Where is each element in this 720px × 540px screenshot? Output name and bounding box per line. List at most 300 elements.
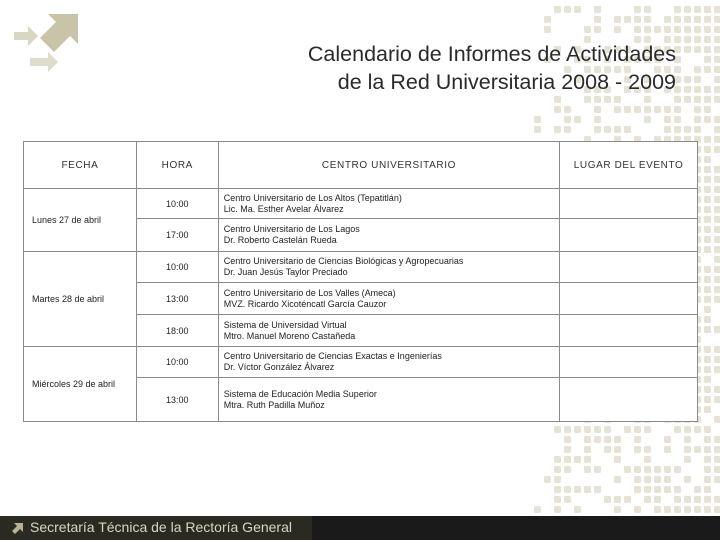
decor-dot [554,476,561,483]
decor-dot [644,496,651,503]
decor-dot [704,296,711,303]
decor-dot [714,166,720,173]
decor-dot [554,126,561,133]
lugar-cell [560,315,698,347]
decor-dot [704,306,711,313]
decor-dot [644,476,651,483]
decor-dot [644,16,651,23]
decor-dot [694,506,701,513]
table-row [24,189,698,219]
decor-dot [614,496,621,503]
decor-dot [634,16,641,23]
decor-dot [564,6,571,13]
title-line-2: de la Red Universitaria 2008 - 2009 [337,70,676,94]
centro-responsable: Dr. Roberto Castelán Rueda [223,235,337,245]
decor-dot [594,466,601,473]
decor-dot [704,366,711,373]
decor-dot [714,36,720,43]
decor-dot [574,6,581,13]
decor-dot [654,26,661,33]
decor-dot [694,46,701,53]
decor-dot [704,396,711,403]
decor-dot [684,506,691,513]
footer-text: Secretaría Técnica de la Rectoría General [30,519,292,535]
decor-dot [704,116,711,123]
decor-dot [564,106,571,113]
decor-dot [594,106,601,113]
decor-dot [614,476,621,483]
decor-dot [714,496,720,503]
decor-dot [714,286,720,293]
decor-dot [704,446,711,453]
hora-cell: 17:00 [136,219,218,252]
decor-dot [714,346,720,353]
decor-dot [554,96,561,103]
decor-dot [614,26,621,33]
decor-dot [704,226,711,233]
decor-dot [644,456,651,463]
decor-dot [714,26,720,33]
decor-dot [714,456,720,463]
decor-dot [674,126,681,133]
decor-dot [644,106,651,113]
decor-dot [674,116,681,123]
decor-dot [534,126,541,133]
decor-dot [634,476,641,483]
decor-dot [714,246,720,253]
decor-dot [714,146,720,153]
decor-dot [604,496,611,503]
decor-dot [714,86,720,93]
decor-dot [644,426,651,433]
decor-dot [714,216,720,223]
decor-dot [704,476,711,483]
decor-dot [714,396,720,403]
decor-dot [684,6,691,13]
centro-cell [218,315,559,347]
lugar-cell [560,347,698,378]
header-hora: HORA [136,142,218,189]
decor-dot [674,26,681,33]
decor-dot [684,16,691,23]
decor-dot [604,446,611,453]
decor-dot [664,486,671,493]
decor-dot [664,106,671,113]
decor-dot [584,426,591,433]
footer-label-box [0,516,312,540]
decor-dot [704,286,711,293]
decor-dot [714,266,720,273]
lugar-cell [560,252,698,283]
decor-dot [704,506,711,513]
decor-dot [584,436,591,443]
header-centro: CENTRO UNIVERSITARIO [218,142,559,189]
decor-dot [704,196,711,203]
hora-cell: 13:00 [136,283,218,315]
decor-dot [564,456,571,463]
decor-dot [704,386,711,393]
decor-dot [674,496,681,503]
header-lugar: LUGAR DEL EVENTO [560,142,698,189]
arrow-icon [11,521,25,535]
decor-dot [694,116,701,123]
decor-dot [704,146,711,153]
decor-dot [694,6,701,13]
decor-dot [574,426,581,433]
logo-arrows-icon [8,6,88,76]
decor-dot [704,16,711,23]
hora-cell: 13:00 [136,378,218,422]
fecha-cell: Miércoles 29 de abril [24,347,137,422]
decor-dot [714,446,720,453]
decor-dot [714,176,720,183]
decor-dot [714,196,720,203]
decor-dot [604,96,611,103]
decor-dot [694,446,701,453]
decor-dot [634,426,641,433]
decor-dot [654,106,661,113]
decor-dot [644,116,651,123]
decor-dot [684,476,691,483]
decor-dot [544,476,551,483]
decor-dot [674,16,681,23]
decor-dot [604,126,611,133]
decor-dot [634,6,641,13]
decor-dot [644,446,651,453]
decor-dot [684,76,691,83]
decor-dot [544,16,551,23]
decor-dot [554,106,561,113]
table-row [24,347,698,378]
hora-cell: 10:00 [136,189,218,219]
decor-dot [714,476,720,483]
lugar-cell [560,189,698,219]
header-fecha: FECHA [24,142,137,189]
decor-dot [644,6,651,13]
decor-dot [714,506,720,513]
decor-dot [584,456,591,463]
table-row [24,252,698,283]
decor-dot [584,26,591,33]
decor-dot [714,186,720,193]
decor-dot [594,96,601,103]
decor-dot [534,116,541,123]
centro-name: Centro Universitario de Los Lagos [223,224,360,234]
decor-dot [704,236,711,243]
centro-name: Centro Universitario de Ciencias Biológicas y Agropecuarias [223,256,464,266]
decor-dot [714,236,720,243]
decor-dot [684,446,691,453]
decor-dot [694,486,701,493]
decor-dot [584,96,591,103]
decor-dot [704,36,711,43]
decor-dot [664,476,671,483]
decor-dot [664,16,671,23]
decor-dot [704,266,711,273]
decor-dot [654,466,661,473]
centro-cell [218,219,559,252]
decor-dot [694,36,701,43]
decor-dot [644,96,651,103]
decor-dot [704,66,711,73]
decor-dot [624,496,631,503]
decor-dot [634,466,641,473]
decor-dot [714,386,720,393]
decor-dot [704,326,711,333]
decor-dot [554,486,561,493]
decor-dot [534,506,541,513]
centro-responsable: Lic. Ma. Esther Avelar Álvarez [223,203,344,214]
fecha-cell: Martes 28 de abril [24,252,137,347]
decor-dot [614,96,621,103]
decor-dot [704,216,711,223]
decor-dot [594,6,601,13]
decor-dot [614,506,621,513]
decor-dot [714,366,720,373]
lugar-cell [560,219,698,252]
decor-dot [554,506,561,513]
decor-dot [594,26,601,33]
decor-dot [704,436,711,443]
decor-dot [594,436,601,443]
decor-dot [674,486,681,493]
decor-dot [694,76,701,83]
decor-dot [554,6,561,13]
decor-dot [594,486,601,493]
decor-dot [564,426,571,433]
decor-dot [574,116,581,123]
decor-dot [704,186,711,193]
centro-responsable: Mtra. Ruth Padilla Muñoz [223,399,325,410]
decor-dot [554,456,561,463]
decor-dot [634,106,641,113]
decor-dot [694,66,701,73]
decor-dot [564,116,571,123]
decor-dot [674,6,681,13]
decor-dot [704,426,711,433]
decor-dot [704,56,711,63]
decor-dot [714,96,720,103]
decor-dot [714,356,720,363]
decor-dot [704,6,711,13]
decor-dot [684,436,691,443]
decor-dot [714,116,720,123]
decor-dot [564,466,571,473]
decor-dot [704,176,711,183]
decor-dot [714,226,720,233]
decor-dot [654,506,661,513]
decor-dot [614,16,621,23]
decor-dot [704,376,711,383]
decor-dot [704,456,711,463]
decor-dot [684,496,691,503]
decor-dot [674,506,681,513]
decor-dot [664,436,671,443]
decor-dot [654,486,661,493]
decor-dot [674,466,681,473]
decor-dot [714,296,720,303]
decor-dot [594,16,601,23]
decor-dot [704,136,711,143]
decor-dot [654,476,661,483]
decor-dot [634,486,641,493]
decor-dot [644,486,651,493]
hora-cell: 10:00 [136,347,218,378]
decor-dot [714,6,720,13]
footer-bar [0,516,720,540]
decor-dot [714,206,720,213]
decor-dot [704,46,711,53]
decor-dot [704,206,711,213]
decor-dot [704,166,711,173]
centro-cell [218,252,559,283]
decor-dot [614,456,621,463]
decor-dot [624,106,631,113]
decor-dot [704,26,711,33]
decor-dot [574,486,581,493]
centro-cell [218,283,559,315]
centro-cell [218,347,559,378]
decor-dot [694,106,701,113]
decor-dot [644,466,651,473]
decor-dot [684,426,691,433]
fecha-cell: Lunes 27 de abril [24,189,137,252]
centro-responsable: Mtro. Manuel Moreno Castañeda [223,330,356,341]
decor-dot [694,126,701,133]
decor-dot [624,16,631,23]
decor-dot [604,436,611,443]
header-row [24,142,698,189]
decor-dot [604,426,611,433]
decor-dot [704,346,711,353]
decor-dot [624,466,631,473]
decor-dot [664,446,671,453]
decor-dot [554,426,561,433]
decor-dot [694,16,701,23]
decor-dot [714,56,720,63]
decor-dot [704,156,711,163]
decor-dot [664,506,671,513]
decor-dot [574,456,581,463]
decor-dot [704,246,711,253]
decor-dot [694,96,701,103]
decor-dot [714,16,720,23]
decor-dot [704,466,711,473]
decor-dot [584,486,591,493]
decor-dot [614,106,621,113]
decor-dot [664,26,671,33]
decor-dot [704,406,711,413]
centro-responsable: Dr. Víctor González Álvarez [223,362,335,372]
decor-dot [594,426,601,433]
decor-dot [654,496,661,503]
decor-dot [674,426,681,433]
decor-dot [664,466,671,473]
decor-dot [634,506,641,513]
centro-name: Centro Universitario de Los Valles (Ameca) [223,287,396,298]
decor-dot [684,46,691,53]
decor-dot [694,86,701,93]
decor-dot [704,96,711,103]
decor-dot [714,126,720,133]
title-line-1: Calendario de Informes de Actividades [307,42,676,66]
decor-dot [634,436,641,443]
decor-dot [714,136,720,143]
lugar-cell [560,283,698,315]
calendar-table [23,141,698,422]
centro-name: Sistema de Educación Media Superior [223,388,377,399]
decor-dot [664,126,671,133]
hora-cell: 10:00 [136,252,218,283]
decor-dot [614,446,621,453]
decor-dot [584,466,591,473]
decor-dot [714,416,720,423]
decor-dot [704,86,711,93]
page-title [308,40,676,96]
decor-dot [714,436,720,443]
centro-responsable: Dr. Juan Jesús Taylor Preciado [223,267,348,277]
decor-dot [674,106,681,113]
centro-cell [218,189,559,219]
decor-dot [694,26,701,33]
decor-dot [554,496,561,503]
centro-name: Sistema de Universidad Virtual [223,319,347,330]
decor-dot [714,276,720,283]
centro-name: Centro Universitario de Ciencias Exactas e Ingenierías [223,351,442,361]
decor-dot [704,496,711,503]
decor-dot [714,256,720,263]
decor-dot [704,486,711,493]
decor-dot [684,126,691,133]
decor-dot [594,126,601,133]
decor-dot [634,26,641,33]
decor-dot [614,126,621,133]
centro-responsable: MVZ. Ricardo Xicoténcatl García Cauzor [223,298,387,309]
decor-dot [594,116,601,123]
decor-dot [564,496,571,503]
centro-cell [218,378,559,422]
decor-dot [564,436,571,443]
decor-dot [714,466,720,473]
decor-dot [704,316,711,323]
decor-dot [664,116,671,123]
decor-dot [614,436,621,443]
decor-dot [564,446,571,453]
decor-dot [714,326,720,333]
decor-dot [634,446,641,453]
decor-dot [584,446,591,453]
decor-dot [624,426,631,433]
decor-dot [564,126,571,133]
decor-dot [564,486,571,493]
decor-dot [674,96,681,103]
decor-dot [714,46,720,53]
decor-dot [714,66,720,73]
decor-dot [644,26,651,33]
decor-dot [554,466,561,473]
decor-dot [704,356,711,363]
decor-dot [714,76,720,83]
decor-dot [694,496,701,503]
decor-dot [694,426,701,433]
decor-dot [574,506,581,513]
decor-dot [704,276,711,283]
hora-cell: 18:00 [136,315,218,347]
centro-name: Centro Universitario de Los Altos (Tepatitlán) [223,192,402,203]
decor-dot [684,456,691,463]
decor-dot [684,96,691,103]
decor-dot [684,86,691,93]
